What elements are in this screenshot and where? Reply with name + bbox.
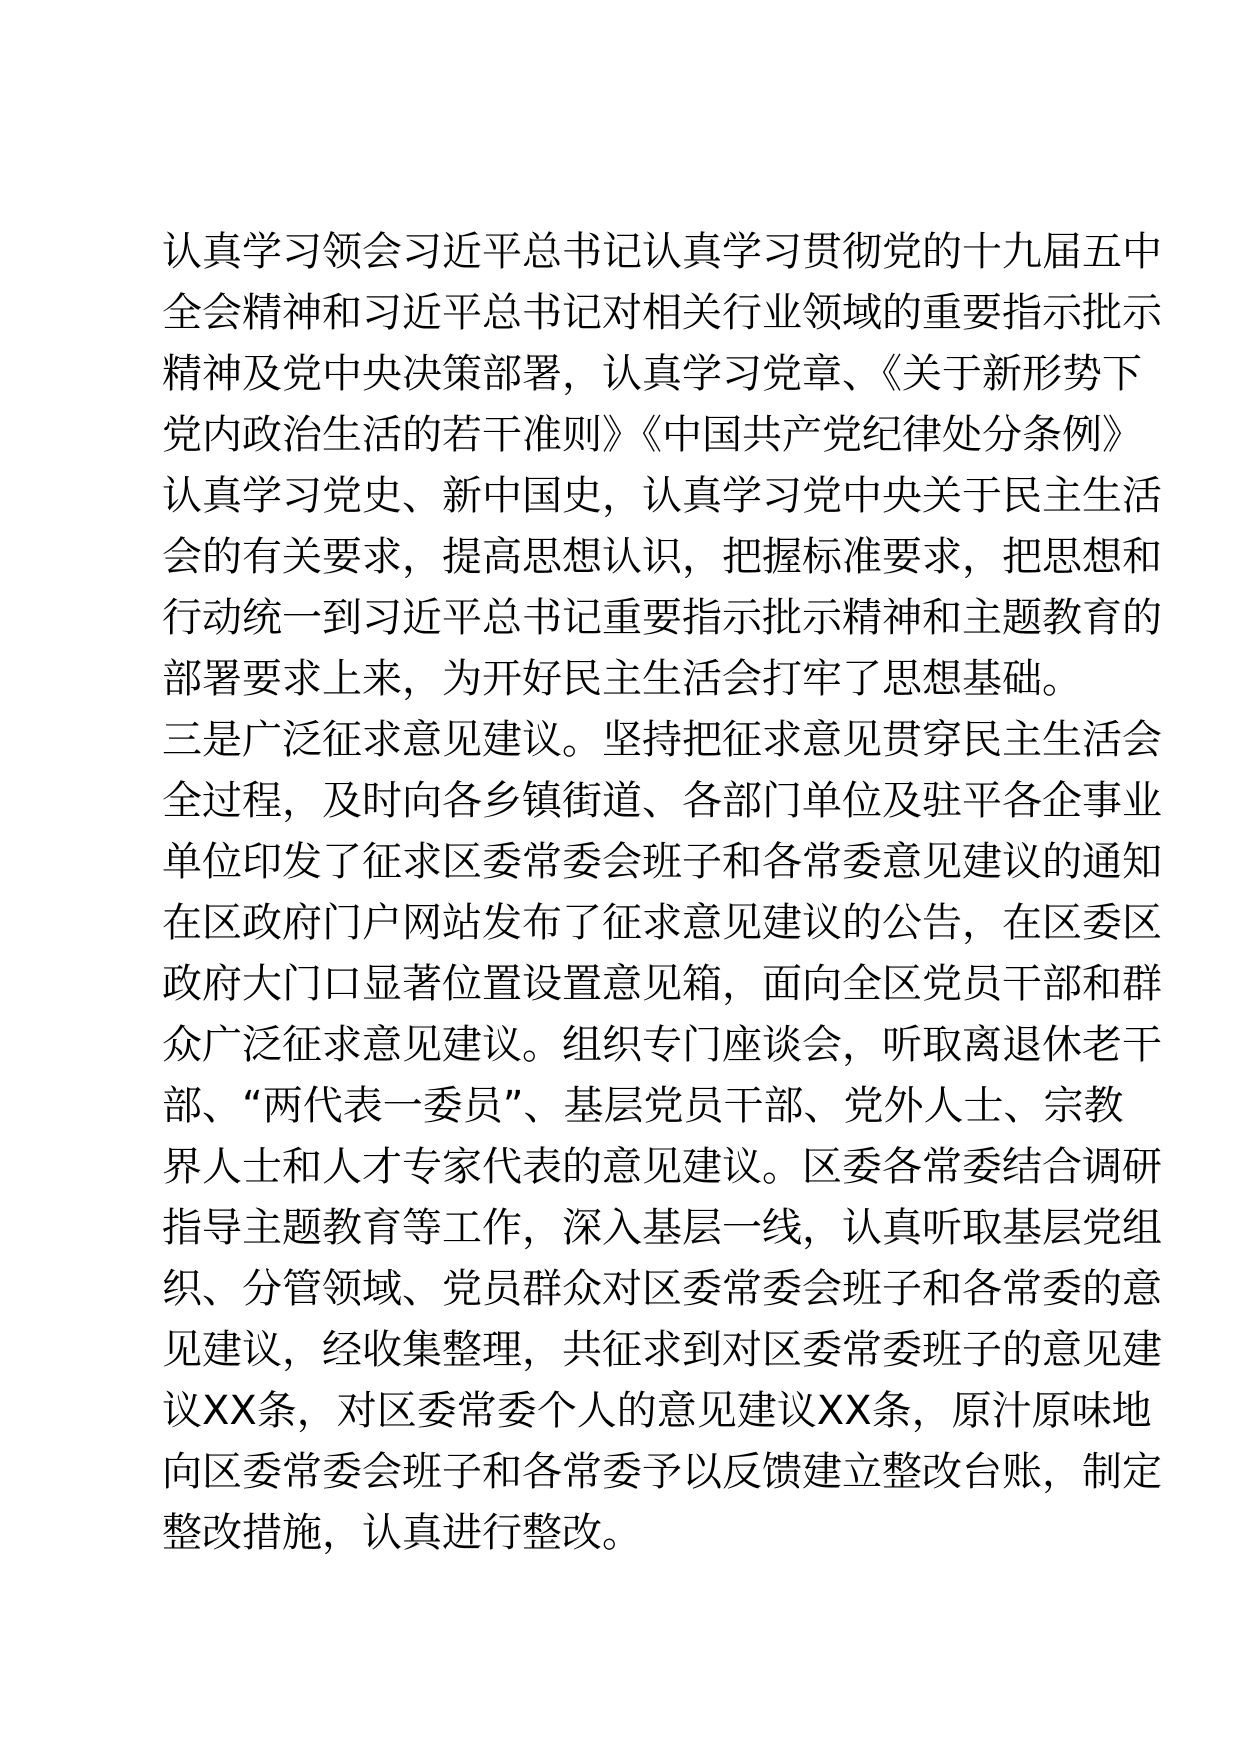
text-line: 众广泛征求意见建议。组织专门座谈会，听取离退休老干 bbox=[162, 1022, 1162, 1068]
body-text bbox=[162, 222, 1162, 1564]
text-line: 三是广泛征求意见建议。坚持把征求意见贯穿民主生活会 bbox=[162, 717, 1162, 763]
text-line: 行动统一到习近平总书记重要指示批示精神和主题教育的 bbox=[162, 595, 1162, 641]
text-line: 整改措施，认真进行整改。 bbox=[162, 1510, 642, 1556]
text-line: 部、“两代表一委员”、基层党员干部、党外人士、宗教 bbox=[162, 1083, 1124, 1129]
text-line: 认真学习党史、新中国史，认真学习党中央关于民主生活 bbox=[162, 473, 1162, 519]
text-line: 议XX条，对区委常委个人的意见建议XX条，原汁原味地 bbox=[162, 1388, 1152, 1434]
text-line: 会的有关要求，提高思想认识，把握标准要求，把思想和 bbox=[162, 534, 1162, 580]
text-line: 向区委常委会班子和各常委予以反馈建立整改台账，制定 bbox=[162, 1449, 1162, 1495]
text-line: 全过程，及时向各乡镇街道、各部门单位及驻平各企事业 bbox=[162, 778, 1162, 824]
text-line: 织、分管领域、党员群众对区委常委会班子和各常委的意 bbox=[162, 1266, 1162, 1312]
text-line: 党内政治生活的若干准则》《中国共产党纪律处分条例》 bbox=[162, 412, 1142, 458]
text-line: 认真学习领会习近平总书记认真学习贯彻党的十九届五中 bbox=[162, 229, 1162, 275]
text-line: 见建议，经收集整理，共征求到对区委常委班子的意见建 bbox=[162, 1327, 1162, 1373]
text-line: 部署要求上来，为开好民主生活会打牢了思想基础。 bbox=[162, 656, 1082, 702]
text-line: 单位印发了征求区委常委会班子和各常委意见建议的通知 bbox=[162, 839, 1162, 885]
text-line: 指导主题教育等工作，深入基层一线，认真听取基层党组 bbox=[162, 1205, 1162, 1251]
text-line: 在区政府门户网站发布了征求意见建议的公告，在区委区 bbox=[162, 900, 1162, 946]
text-line: 精神及党中央决策部署，认真学习党章、《关于新形势下 bbox=[162, 351, 1142, 397]
text-line: 全会精神和习近平总书记对相关行业领域的重要指示批示 bbox=[162, 290, 1162, 336]
text-line: 政府大门口显著位置设置意见箱，面向全区党员干部和群 bbox=[162, 961, 1162, 1007]
text-line: 界人士和人才专家代表的意见建议。区委各常委结合调研 bbox=[162, 1144, 1162, 1190]
